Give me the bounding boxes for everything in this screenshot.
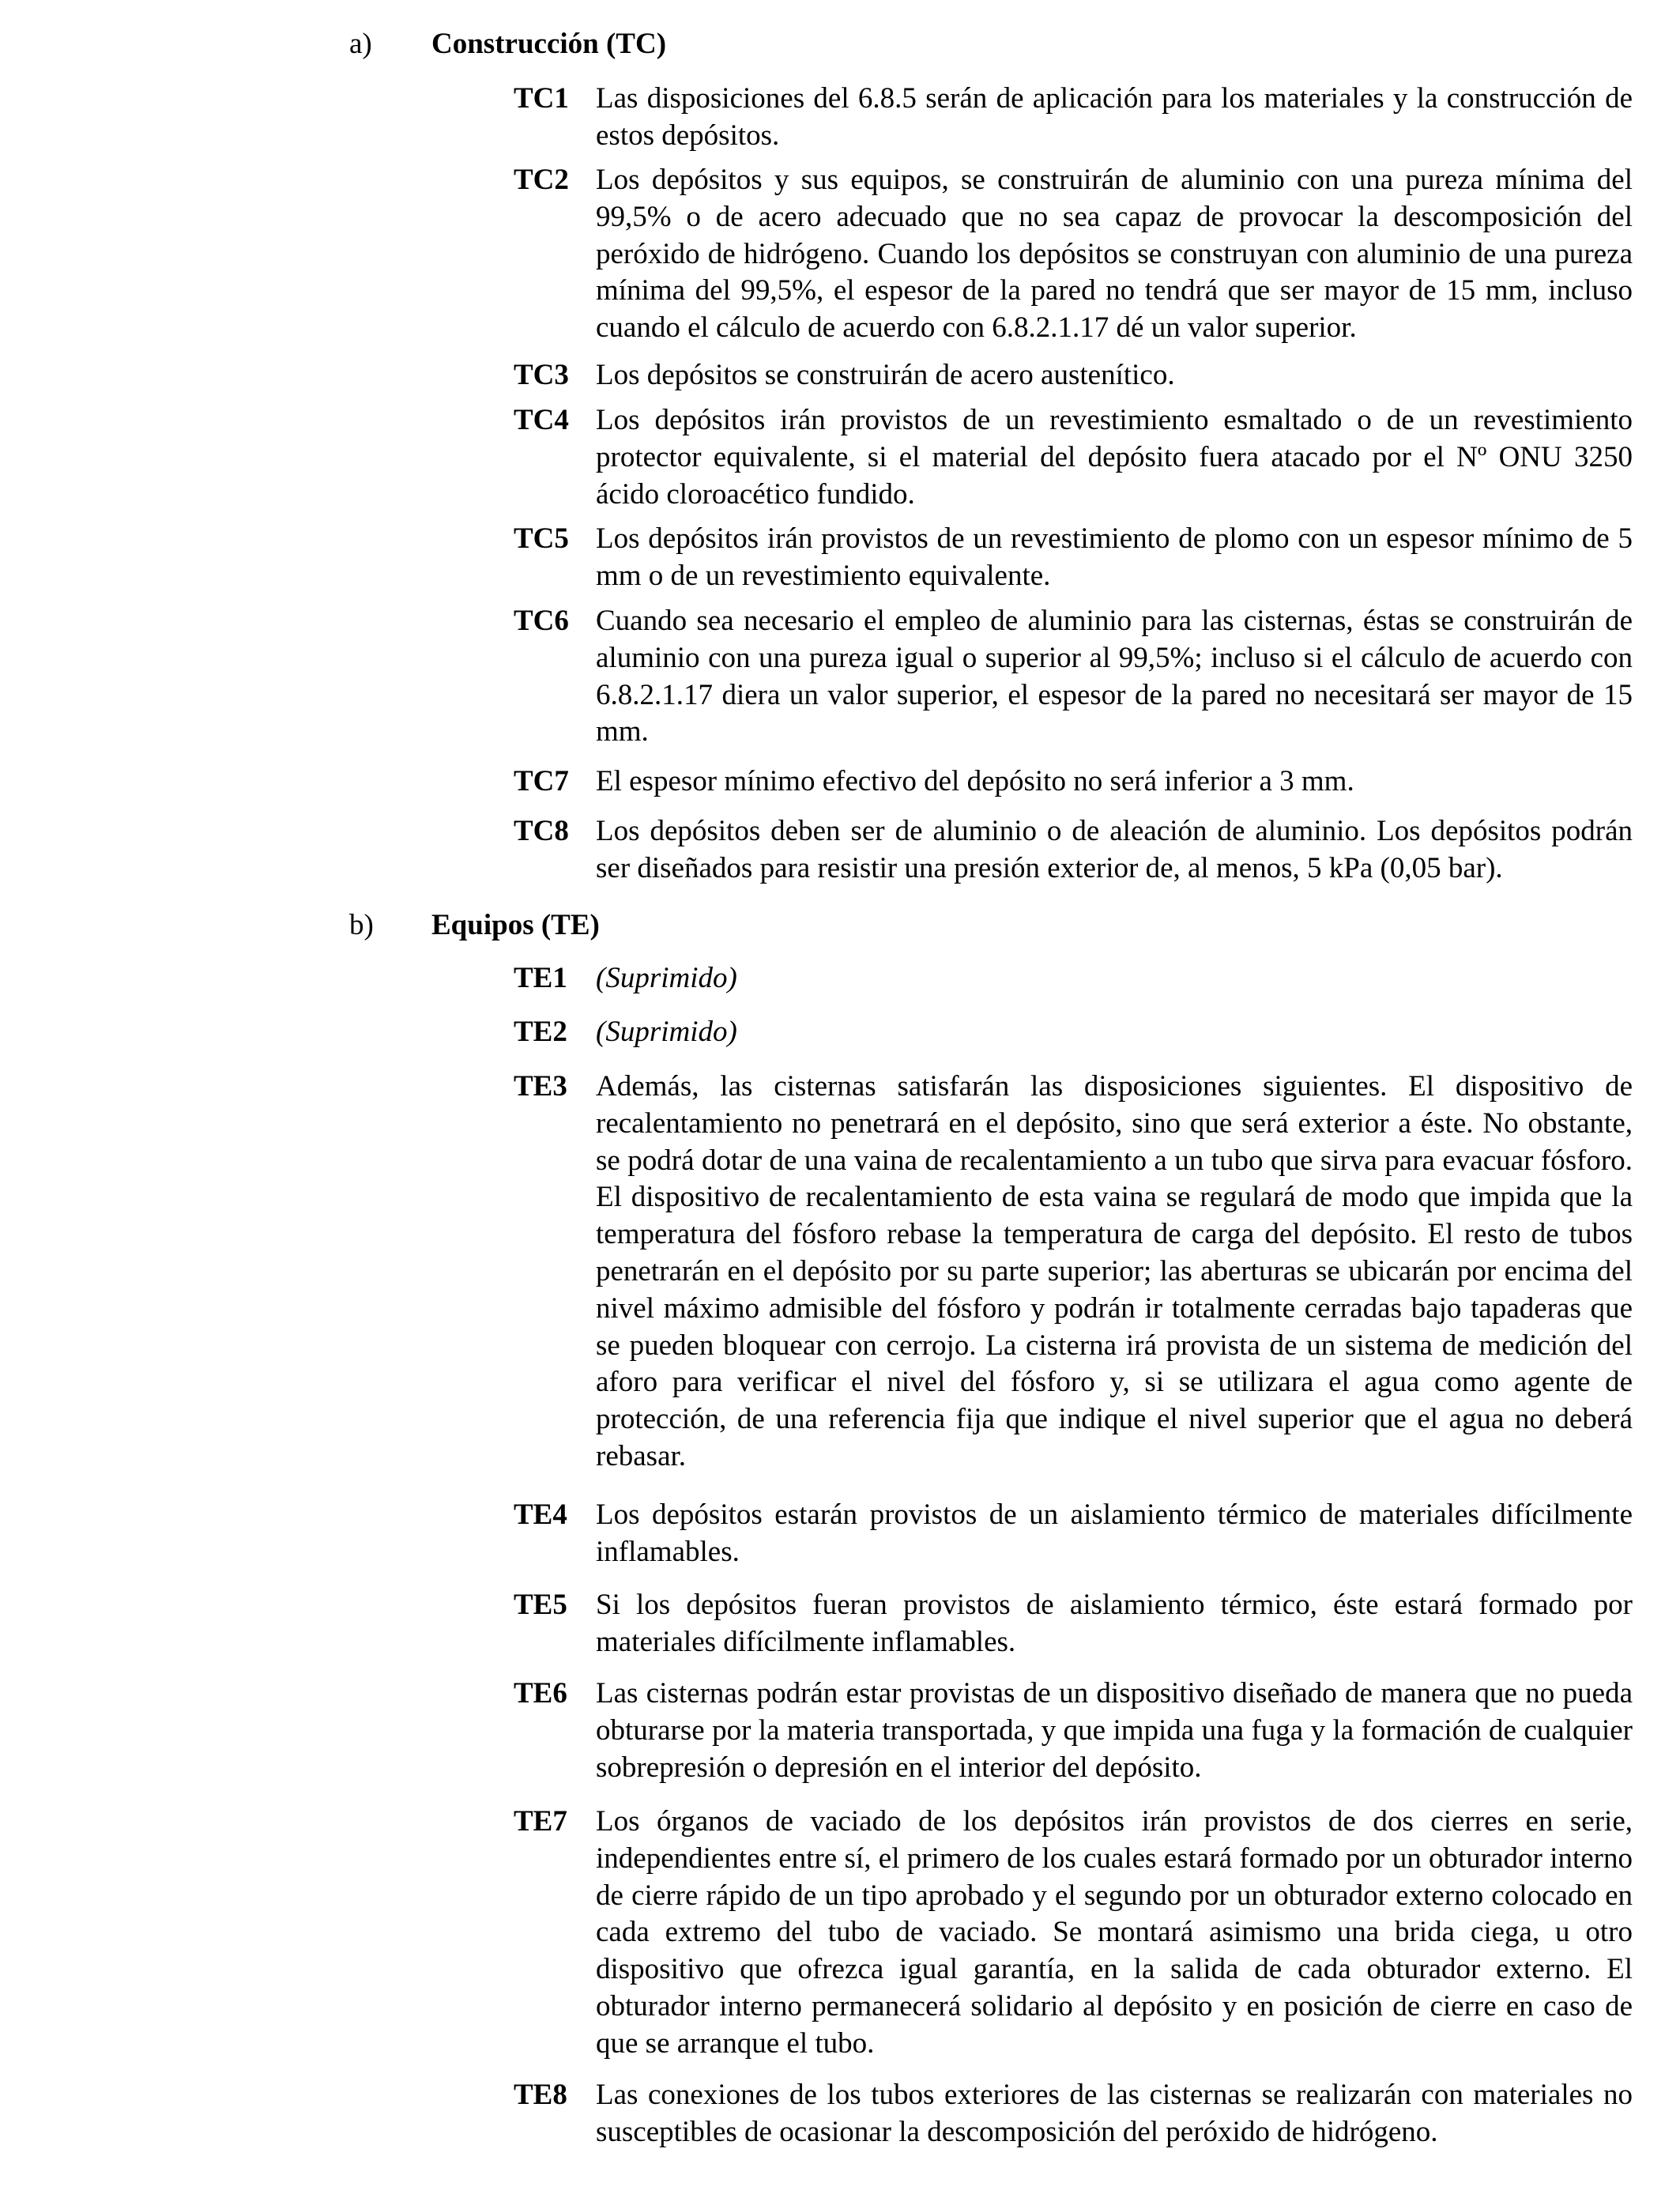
clause-tc3 [514,357,1633,394]
section-letter: b) [349,909,374,941]
section-heading [349,907,1550,944]
clause-tc7 [514,763,1633,801]
clause-text: Cuando sea necesario el empleo de aluminio para las cisternas, éstas se construirán de aluminio con una pureza igual o superior al 99,5%; incluso si el cálculo de acuerdo con 6.8.2.1.17 diera un valor superior, el espesor de la pared no necesitará ser mayor de 15 mm. [596,605,1633,748]
clause-te2 [514,1014,1633,1051]
clause-te5 [514,1587,1633,1661]
section-heading [349,25,1550,62]
clause-text: El espesor mínimo efectivo del depósito no será inferior a 3 mm. [596,765,1354,797]
clause-tc8 [514,813,1633,888]
clause-code: TE3 [514,1070,567,1103]
clause-tc1 [514,81,1633,155]
clause-text: Las cisternas podrán estar provistas de un dispositivo diseñado de manera que no pueda obturarse por la materia transportada, y que impida una fuga y la formación de cualquier sobrepresión o depresión en el interior del depósito. [596,1677,1633,1784]
clause-tc2 [514,162,1633,347]
clause-tc4 [514,402,1633,513]
clause-code: TE7 [514,1805,567,1838]
clause-code: TE8 [514,2079,567,2111]
clause-te1 [514,960,1633,997]
clause-text: Los depósitos irán provistos de un revestimiento esmaltado o de un revestimiento protector equivalente, si el material del depósito fuera atacado por el Nº ONU 3250 ácido cloroacético fundido. [596,404,1633,511]
clause-text: Las disposiciones del 6.8.5 serán de aplicación para los materiales y la construcción de estos depósitos. [596,82,1633,152]
clause-tc6 [514,603,1633,751]
clause-text: Los depósitos deben ser de aluminio o de aleación de aluminio. Los depósitos podrán ser diseñados para resistir una presión exterior de, al menos, 5 kPa (0,05 bar). [596,815,1633,884]
clause-code: TC1 [514,82,569,115]
section-letter: a) [349,28,372,60]
clause-te3 [514,1069,1633,1476]
clause-code: TC3 [514,359,569,391]
clause-text: (Suprimido) [596,1016,737,1048]
clause-tc5 [514,521,1633,595]
clause-code: TE4 [514,1498,567,1531]
clause-text: Los órganos de vaciado de los depósitos irán provistos de dos cierres en serie, independientes entre sí, el primero de los cuales estará formado por un obturador interno de cierre rápido de un tipo aprobado y el segundo por un obturador externo colocado en cada extremo del tubo de vaciado. Se montará asimismo una brida ciega, u otro dispositivo que ofrezca igual garantía, en la salida de cada obturador externo. El obturador interno permanecerá solidario al depósito y en posición de cierre en caso de que se arranque el tubo. [596,1805,1633,2060]
clause-text: Los depósitos estarán provistos de un aislamiento térmico de materiales difícilmente inflamables. [596,1498,1633,1568]
clause-code: TC2 [514,164,569,196]
clause-text: Las conexiones de los tubos exteriores de las cisternas se realizarán con materiales no susceptibles de ocasionar la descomposición del peróxido de hidrógeno. [596,2079,1633,2148]
section-title: Construcción (TC) [431,28,667,60]
clause-code: TE1 [514,962,567,994]
clause-te6 [514,1676,1633,1786]
clause-code: TC4 [514,404,569,436]
clause-text: Además, las cisternas satisfarán las disposiciones siguientes. El dispositivo de recalentamiento no penetrará en el depósito, sino que será exterior a éste. No obstante, se podrá dotar de una vaina de recalentamiento a un tubo que sirva para evacuar fósforo. El dispositivo de recalentamiento de esta vaina se regulará de modo que impida que la temperatura del fósforo rebase la temperatura de carga del depósito. El resto de tubos penetrarán en el depósito por su parte superior; las aberturas se ubicarán por encima del nivel máximo admisible del fósforo y podrán ir totalmente cerradas bajo tapaderas que se pueden bloquear con cerrojo. La cisterna irá provista de un sistema de medición del aforo para verificar el nivel del fósforo y, si se utilizara el agua como agente de protección, de una referencia fija que indique el nivel superior que el agua no deberá rebasar. [596,1070,1633,1472]
clause-code: TC6 [514,605,569,637]
section-equipos [349,907,1550,944]
clause-text: Los depósitos y sus equipos, se construirán de aluminio con una pureza mínima del 99,5% o de acero adecuado que no sea capaz de provocar la descomposición del peróxido de hidrógeno. Cuando los depósitos se construyan con aluminio de una pureza mínima del 99,5%, el espesor de la pared no tendrá que ser mayor de 15 mm, incluso cuando el cálculo de acuerdo con 6.8.2.1.17 dé un valor superior. [596,164,1633,345]
section-title: Equipos (TE) [431,909,600,941]
clause-text: Los depósitos se construirán de acero austenítico. [596,359,1175,391]
clause-code: TC7 [514,765,569,797]
clause-te8 [514,2077,1633,2151]
clause-te4 [514,1497,1633,1571]
clause-code: TC8 [514,815,569,847]
clause-code: TE5 [514,1589,567,1621]
section-construccion [349,25,1550,62]
clause-te7 [514,1804,1633,2063]
clause-code: TE6 [514,1677,567,1710]
clause-text: (Suprimido) [596,962,737,994]
clause-text: Si los depósitos fueran provistos de aislamiento térmico, éste estará formado por materiales difícilmente inflamables. [596,1589,1633,1658]
clause-code: TC5 [514,522,569,555]
clause-code: TE2 [514,1016,567,1048]
clause-text: Los depósitos irán provistos de un revestimiento de plomo con un espesor mínimo de 5 mm o de un revestimiento equivalente. [596,522,1633,592]
